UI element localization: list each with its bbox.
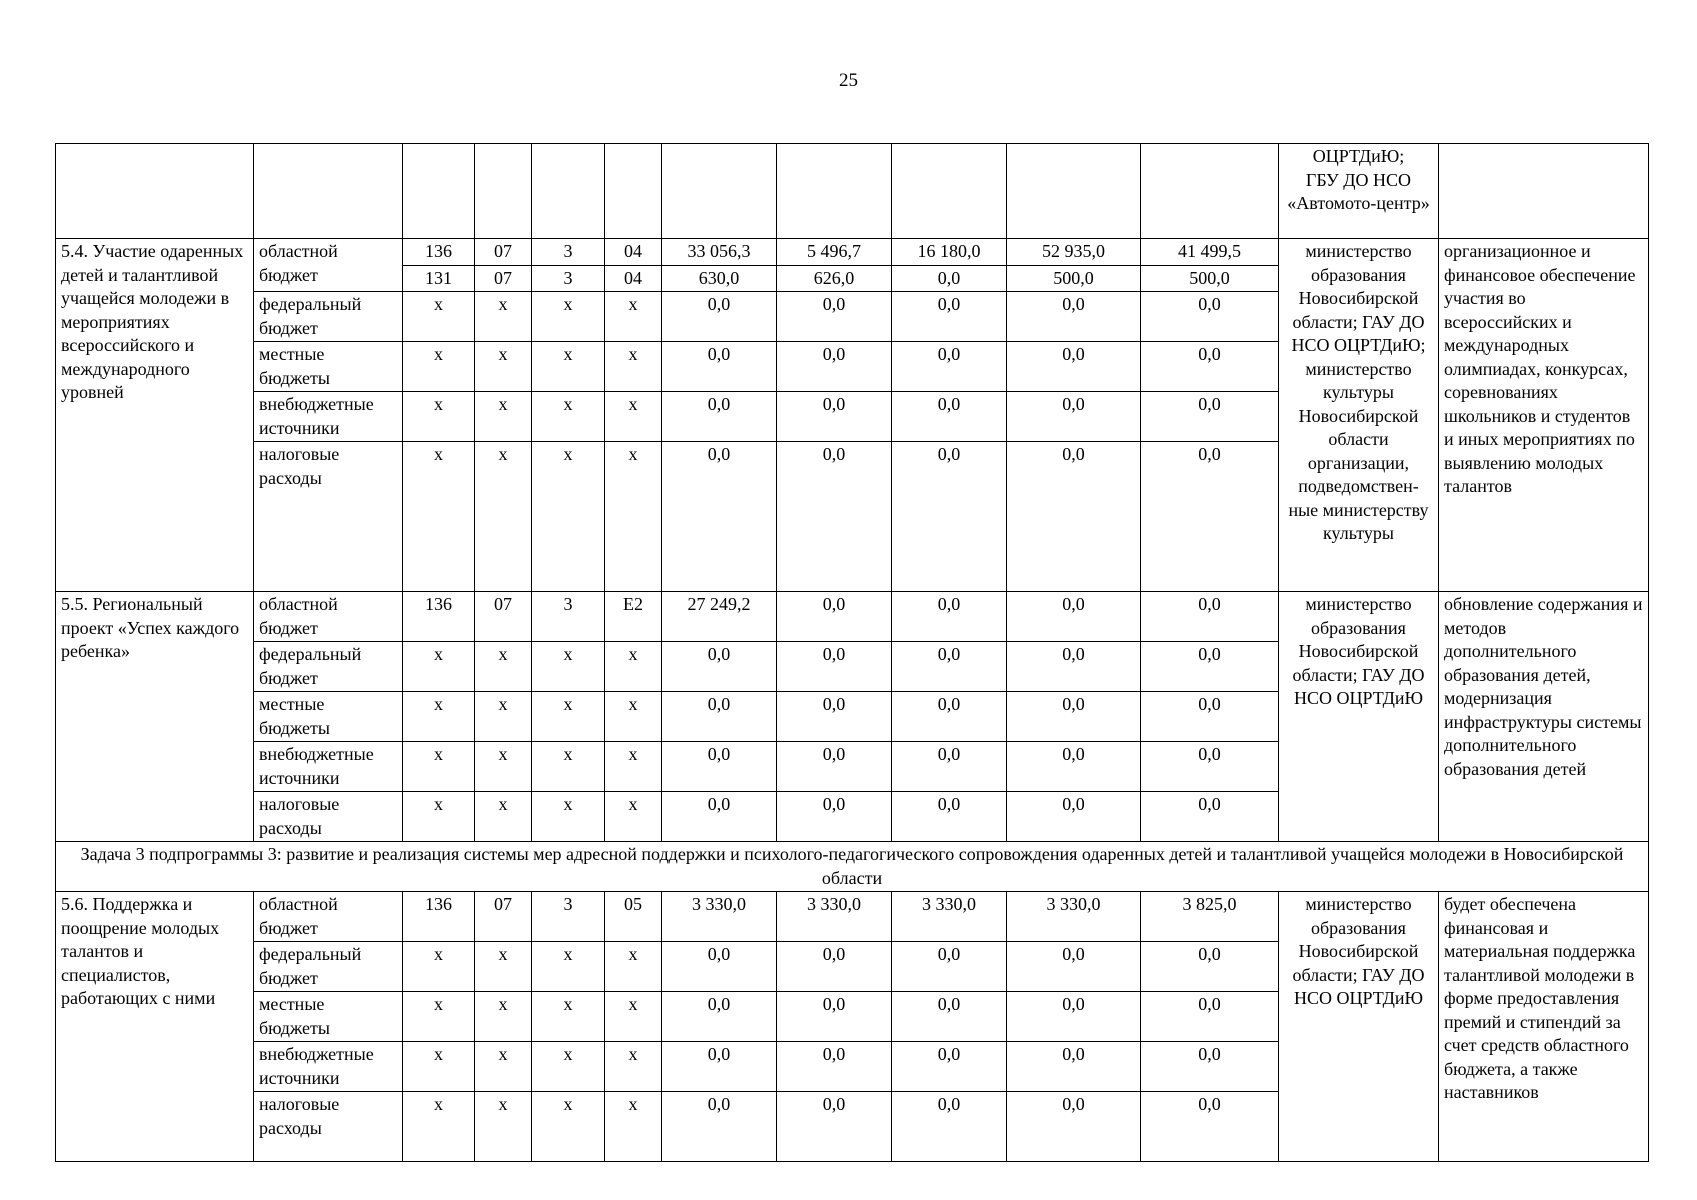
value-cell: 0,0 bbox=[777, 392, 892, 442]
code-cell: 3 bbox=[532, 265, 605, 292]
code-cell: х bbox=[475, 742, 532, 792]
code-cell: х bbox=[532, 1042, 605, 1092]
code-cell: х bbox=[605, 392, 662, 442]
code-cell: х bbox=[605, 692, 662, 742]
table-row bbox=[56, 892, 1649, 942]
value-cell: 0,0 bbox=[1007, 292, 1141, 342]
value-cell: 0,0 bbox=[892, 442, 1007, 592]
result-cell: будет обеспечена финансовая и материальная поддержка талантливой молодежи в форме предоставления премий и стипендий за счет средств областного бюджета, а также наставников bbox=[1439, 892, 1649, 1162]
source-cell: налоговые расходы bbox=[254, 1092, 403, 1162]
value-cell: 0,0 bbox=[892, 942, 1007, 992]
cell bbox=[475, 144, 532, 239]
value-cell: 0,0 bbox=[1141, 592, 1279, 642]
value-cell: 0,0 bbox=[662, 792, 777, 842]
code-cell: х bbox=[403, 642, 475, 692]
value-cell: 0,0 bbox=[1141, 692, 1279, 742]
value-cell: 0,0 bbox=[1141, 942, 1279, 992]
value-cell: 500,0 bbox=[1007, 265, 1141, 292]
value-cell: 3 330,0 bbox=[1007, 892, 1141, 942]
code-cell: х bbox=[475, 1042, 532, 1092]
value-cell: 0,0 bbox=[662, 292, 777, 342]
cell bbox=[532, 144, 605, 239]
program-measures-table bbox=[55, 143, 1649, 1162]
value-cell: 0,0 bbox=[777, 442, 892, 592]
value-cell: 0,0 bbox=[777, 642, 892, 692]
value-cell: 0,0 bbox=[777, 992, 892, 1042]
code-cell: х bbox=[605, 792, 662, 842]
value-cell: 0,0 bbox=[1141, 292, 1279, 342]
code-cell: х bbox=[403, 742, 475, 792]
code-cell: х bbox=[475, 392, 532, 442]
code-cell: 07 bbox=[475, 892, 532, 942]
code-cell: х bbox=[532, 742, 605, 792]
code-cell: 136 bbox=[403, 892, 475, 942]
value-cell: 0,0 bbox=[1141, 442, 1279, 592]
value-cell: 41 499,5 bbox=[1141, 239, 1279, 266]
source-cell: налоговые расходы bbox=[254, 792, 403, 842]
value-cell: 0,0 bbox=[662, 392, 777, 442]
value-cell: 0,0 bbox=[1007, 792, 1141, 842]
executor-cell: ОЦРТДиЮ; ГБУ ДО НСО «Автомото-центр» bbox=[1279, 144, 1439, 239]
source-cell: областной бюджет bbox=[254, 239, 403, 292]
code-cell: 07 bbox=[475, 265, 532, 292]
source-cell: федеральный бюджет bbox=[254, 642, 403, 692]
code-cell: х bbox=[532, 342, 605, 392]
value-cell: 3 330,0 bbox=[662, 892, 777, 942]
code-cell: х bbox=[475, 792, 532, 842]
code-cell: х bbox=[403, 1042, 475, 1092]
code-cell: х bbox=[403, 942, 475, 992]
code-cell: х bbox=[403, 792, 475, 842]
value-cell: 0,0 bbox=[892, 1042, 1007, 1092]
value-cell: 0,0 bbox=[892, 992, 1007, 1042]
source-cell: внебюджетные источники bbox=[254, 742, 403, 792]
value-cell: 3 825,0 bbox=[1141, 892, 1279, 942]
code-cell: х bbox=[605, 1042, 662, 1092]
value-cell: 0,0 bbox=[662, 1042, 777, 1092]
value-cell: 500,0 bbox=[1141, 265, 1279, 292]
code-cell: х bbox=[532, 442, 605, 592]
source-cell: местные бюджеты bbox=[254, 992, 403, 1042]
result-cell: организационное и финансовое обеспечение участия во всероссийских и международных олимпиадах, конкурсах, соревнованиях школьников и студентов и иных мероприятиях по выявлению молодых талантов bbox=[1439, 239, 1649, 592]
value-cell: 0,0 bbox=[1141, 1042, 1279, 1092]
value-cell: 0,0 bbox=[1007, 992, 1141, 1042]
cell bbox=[892, 144, 1007, 239]
source-cell: внебюджетные источники bbox=[254, 1042, 403, 1092]
executor-cell: министерство образования Новосибирской области; ГАУ ДО НСО ОЦРТДиЮ bbox=[1279, 892, 1439, 1162]
value-cell: 0,0 bbox=[662, 1092, 777, 1162]
code-cell: х bbox=[605, 342, 662, 392]
code-cell: 04 bbox=[605, 239, 662, 266]
code-cell: 136 bbox=[403, 239, 475, 266]
value-cell: 0,0 bbox=[1141, 642, 1279, 692]
source-cell: местные бюджеты bbox=[254, 342, 403, 392]
value-cell: 0,0 bbox=[662, 742, 777, 792]
code-cell: 3 bbox=[532, 239, 605, 266]
code-cell: х bbox=[532, 392, 605, 442]
code-cell: х bbox=[605, 942, 662, 992]
code-cell: х bbox=[475, 292, 532, 342]
result-cell: обновление содержания и методов дополнительного образования детей, модернизация инфраструктуры системы дополнительного образования детей bbox=[1439, 592, 1649, 842]
code-cell: 04 bbox=[605, 265, 662, 292]
value-cell: 0,0 bbox=[777, 592, 892, 642]
value-cell: 0,0 bbox=[662, 992, 777, 1042]
value-cell: 0,0 bbox=[1007, 342, 1141, 392]
measure-name: 5.6. Поддержка и поощрение молодых талантов и специалистов, работающих с ними bbox=[56, 892, 254, 1162]
value-cell: 0,0 bbox=[662, 642, 777, 692]
code-cell: 07 bbox=[475, 239, 532, 266]
code-cell: 07 bbox=[475, 592, 532, 642]
cell bbox=[56, 144, 254, 239]
code-cell: х bbox=[605, 292, 662, 342]
value-cell: 0,0 bbox=[662, 692, 777, 742]
value-cell: 0,0 bbox=[1007, 392, 1141, 442]
code-cell: х bbox=[605, 442, 662, 592]
code-cell: х bbox=[532, 642, 605, 692]
task-header: Задача 3 подпрограммы 3: развитие и реализация системы мер адресной поддержки и психолого-педагогического сопровождения одаренных детей и талантливой учащейся молодежи в Новосибирской области bbox=[56, 842, 1649, 892]
value-cell: 0,0 bbox=[777, 942, 892, 992]
value-cell: 0,0 bbox=[662, 342, 777, 392]
code-cell: х bbox=[532, 1092, 605, 1162]
code-cell: х bbox=[403, 1092, 475, 1162]
table-body bbox=[56, 144, 1649, 1162]
cell bbox=[605, 144, 662, 239]
source-cell: налоговые расходы bbox=[254, 442, 403, 592]
cell bbox=[403, 144, 475, 239]
value-cell: 0,0 bbox=[777, 792, 892, 842]
value-cell: 0,0 bbox=[892, 592, 1007, 642]
code-cell: х bbox=[532, 792, 605, 842]
table-row bbox=[56, 239, 1649, 266]
value-cell: 52 935,0 bbox=[1007, 239, 1141, 266]
executor-cell: министерство образования Новосибирской области; ГАУ ДО НСО ОЦРТДиЮ; министерство культуры Новосибирской области организации, подведомствен-ные министерству культуры bbox=[1279, 239, 1439, 592]
cell bbox=[1141, 144, 1279, 239]
source-cell: областной бюджет bbox=[254, 592, 403, 642]
page-number: 25 bbox=[839, 70, 858, 91]
code-cell: 05 bbox=[605, 892, 662, 942]
measure-name: 5.5. Региональный проект «Успех каждого ребенка» bbox=[56, 592, 254, 842]
executor-cell: министерство образования Новосибирской области; ГАУ ДО НСО ОЦРТДиЮ bbox=[1279, 592, 1439, 842]
value-cell: 0,0 bbox=[662, 442, 777, 592]
value-cell: 0,0 bbox=[892, 342, 1007, 392]
value-cell: 27 249,2 bbox=[662, 592, 777, 642]
value-cell: 3 330,0 bbox=[777, 892, 892, 942]
value-cell: 0,0 bbox=[1007, 642, 1141, 692]
code-cell: х bbox=[532, 992, 605, 1042]
code-cell: х bbox=[532, 292, 605, 342]
code-cell: х bbox=[475, 342, 532, 392]
value-cell: 3 330,0 bbox=[892, 892, 1007, 942]
code-cell: х bbox=[475, 692, 532, 742]
value-cell: 0,0 bbox=[1141, 342, 1279, 392]
value-cell: 0,0 bbox=[1007, 942, 1141, 992]
code-cell: х bbox=[475, 992, 532, 1042]
value-cell: 0,0 bbox=[892, 742, 1007, 792]
value-cell: 0,0 bbox=[662, 942, 777, 992]
code-cell: х bbox=[403, 292, 475, 342]
source-cell: федеральный бюджет bbox=[254, 942, 403, 992]
source-cell: федеральный бюджет bbox=[254, 292, 403, 342]
code-cell: х bbox=[475, 442, 532, 592]
value-cell: 626,0 bbox=[777, 265, 892, 292]
value-cell: 0,0 bbox=[1141, 392, 1279, 442]
cell bbox=[254, 144, 403, 239]
cell bbox=[662, 144, 777, 239]
value-cell: 0,0 bbox=[892, 265, 1007, 292]
code-cell: х bbox=[475, 942, 532, 992]
value-cell: 0,0 bbox=[1141, 742, 1279, 792]
code-cell: х bbox=[605, 1092, 662, 1162]
value-cell: 16 180,0 bbox=[892, 239, 1007, 266]
value-cell: 0,0 bbox=[892, 292, 1007, 342]
source-cell: внебюджетные источники bbox=[254, 392, 403, 442]
value-cell: 0,0 bbox=[1007, 692, 1141, 742]
cell bbox=[1439, 144, 1649, 239]
code-cell: х bbox=[475, 642, 532, 692]
code-cell: 136 bbox=[403, 592, 475, 642]
continuation-row bbox=[56, 144, 1649, 239]
code-cell: Е2 bbox=[605, 592, 662, 642]
value-cell: 0,0 bbox=[777, 1092, 892, 1162]
code-cell: 3 bbox=[532, 892, 605, 942]
code-cell: 131 bbox=[403, 265, 475, 292]
value-cell: 0,0 bbox=[892, 392, 1007, 442]
cell bbox=[1007, 144, 1141, 239]
code-cell: х bbox=[605, 992, 662, 1042]
value-cell: 0,0 bbox=[777, 1042, 892, 1092]
value-cell: 0,0 bbox=[777, 342, 892, 392]
value-cell: 0,0 bbox=[1141, 992, 1279, 1042]
value-cell: 0,0 bbox=[1141, 792, 1279, 842]
value-cell: 5 496,7 bbox=[777, 239, 892, 266]
value-cell: 0,0 bbox=[892, 1092, 1007, 1162]
value-cell: 0,0 bbox=[1007, 592, 1141, 642]
code-cell: х bbox=[605, 742, 662, 792]
measure-name: 5.4. Участие одаренных детей и талантливой учащейся молодежи в мероприятиях всероссийского и международного уровней bbox=[56, 239, 254, 592]
value-cell: 0,0 bbox=[777, 692, 892, 742]
task-header-row bbox=[56, 842, 1649, 892]
code-cell: х bbox=[403, 392, 475, 442]
value-cell: 0,0 bbox=[892, 692, 1007, 742]
code-cell: 3 bbox=[532, 592, 605, 642]
value-cell: 0,0 bbox=[892, 642, 1007, 692]
code-cell: х bbox=[532, 692, 605, 742]
value-cell: 0,0 bbox=[1007, 1042, 1141, 1092]
code-cell: х bbox=[403, 992, 475, 1042]
value-cell: 0,0 bbox=[1007, 442, 1141, 592]
value-cell: 0,0 bbox=[1141, 1092, 1279, 1162]
cell bbox=[777, 144, 892, 239]
value-cell: 0,0 bbox=[1007, 742, 1141, 792]
value-cell: 0,0 bbox=[1007, 1092, 1141, 1162]
value-cell: 0,0 bbox=[777, 742, 892, 792]
code-cell: х bbox=[403, 692, 475, 742]
source-cell: областной бюджет bbox=[254, 892, 403, 942]
code-cell: х bbox=[403, 342, 475, 392]
value-cell: 0,0 bbox=[777, 292, 892, 342]
table-row bbox=[56, 592, 1649, 642]
code-cell: х bbox=[605, 642, 662, 692]
value-cell: 0,0 bbox=[892, 792, 1007, 842]
code-cell: х bbox=[403, 442, 475, 592]
code-cell: х bbox=[532, 942, 605, 992]
value-cell: 630,0 bbox=[662, 265, 777, 292]
source-cell: местные бюджеты bbox=[254, 692, 403, 742]
value-cell: 33 056,3 bbox=[662, 239, 777, 266]
code-cell: х bbox=[475, 1092, 532, 1162]
